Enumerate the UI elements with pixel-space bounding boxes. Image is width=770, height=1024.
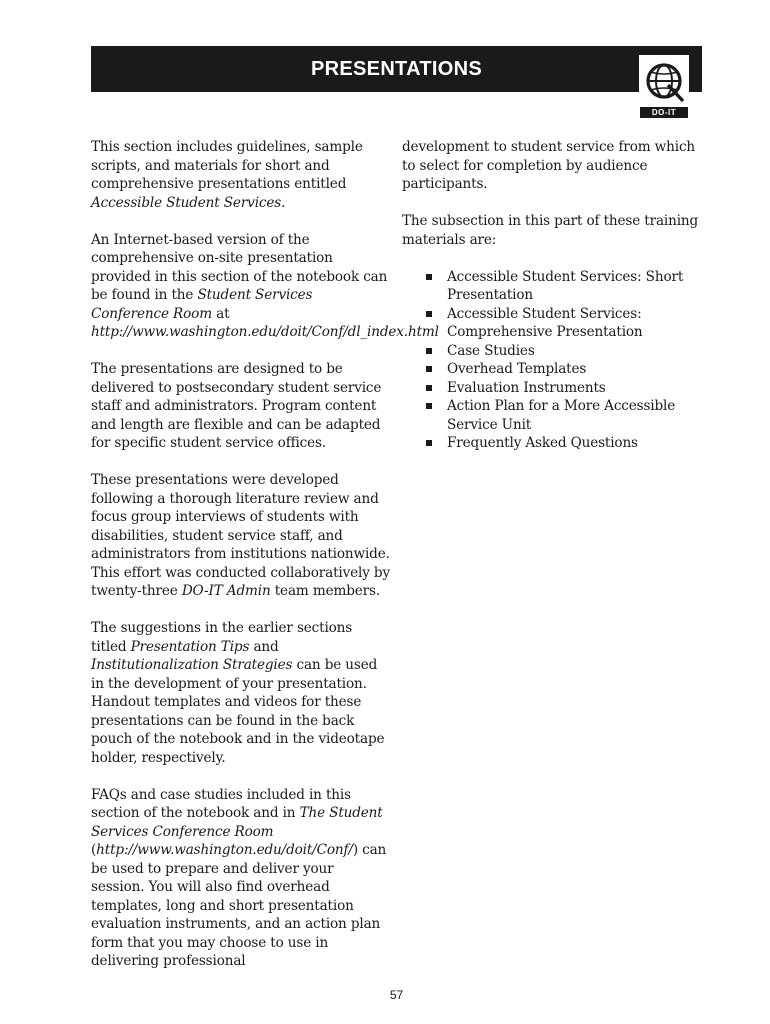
list-item: Evaluation Instruments bbox=[426, 379, 702, 398]
bullet-icon bbox=[426, 274, 432, 280]
suggestions-paragraph: The suggestions in the earlier sections titled Presentation Tips and Institutionalization Strategies can be used in the development of your presentation. Handout templates and videos for these presentations can be found in the back pouch of the notebook and in the videotape holder, respectively. bbox=[91, 620, 385, 766]
bullet-icon bbox=[426, 403, 432, 409]
list-item: Accessible Student Services: Comprehensive Presentation bbox=[426, 305, 702, 342]
subsection-intro: The subsection in this part of these training materials are: bbox=[402, 213, 699, 248]
subsection-list bbox=[402, 268, 702, 453]
section-title: PRESENTATIONS bbox=[311, 58, 482, 80]
logo-label: DO-IT bbox=[640, 107, 688, 118]
list-item: Case Studies bbox=[426, 342, 702, 361]
bullet-icon bbox=[426, 348, 432, 354]
list-item: Overhead Templates bbox=[426, 360, 702, 379]
faqs-paragraph: FAQs and case studies included in this section of the notebook and in The Student Services Conference Room (http://www.washington.edu/doit/Conf/) can be used to prepare and deliver your session. You will also find overhead templates, long and short presentation evaluation instruments, and an action plan form that you may choose to use in delivering professional bbox=[91, 786, 387, 969]
do-it-logo bbox=[639, 55, 689, 118]
list-item: Accessible Student Services: Short Presentation bbox=[426, 268, 702, 305]
bullet-icon bbox=[426, 440, 432, 446]
bullet-icon bbox=[426, 385, 432, 391]
page-number: 57 bbox=[389, 988, 404, 1002]
right-column bbox=[402, 138, 702, 453]
list-item: Frequently Asked Questions bbox=[426, 434, 702, 453]
bullet-icon bbox=[426, 366, 432, 372]
design-paragraph: The presentations are designed to be delivered to postsecondary student service staff and administrators. Program content and length are flexible and can be adapted for specific student service offices. bbox=[91, 361, 382, 451]
bullet-icon bbox=[426, 311, 432, 317]
intro-paragraph: This section includes guidelines, sample scripts, and materials for short and comprehensive presentations entitled Accessible Student Services. bbox=[91, 139, 363, 211]
section-header-banner bbox=[91, 46, 702, 92]
continuation-paragraph: development to student service from which to select for completion by audience participants. bbox=[402, 139, 696, 192]
globe-icon bbox=[639, 55, 689, 107]
development-paragraph: These presentations were developed following a thorough literature review and focus group interviews of students with disabilities, student service staff, and administrators from institutions nationwide. This effort was conducted collaboratively by twenty-three DO-IT Admin team members. bbox=[91, 472, 390, 599]
internet-version-paragraph: An Internet-based version of the comprehensive on-site presentation provided in this section of the notebook can be found in the Student Services Conference Room at http://www.washington.edu/doit/Conf/dl_index.html bbox=[91, 231, 439, 340]
conference-url: http://www.washington.edu/doit/Conf/ bbox=[96, 842, 353, 858]
left-column bbox=[91, 138, 439, 989]
conference-room-url: http://www.washington.edu/doit/Conf/dl_index.html bbox=[91, 324, 439, 340]
list-item: Action Plan for a More Accessible Service Unit bbox=[426, 397, 702, 434]
